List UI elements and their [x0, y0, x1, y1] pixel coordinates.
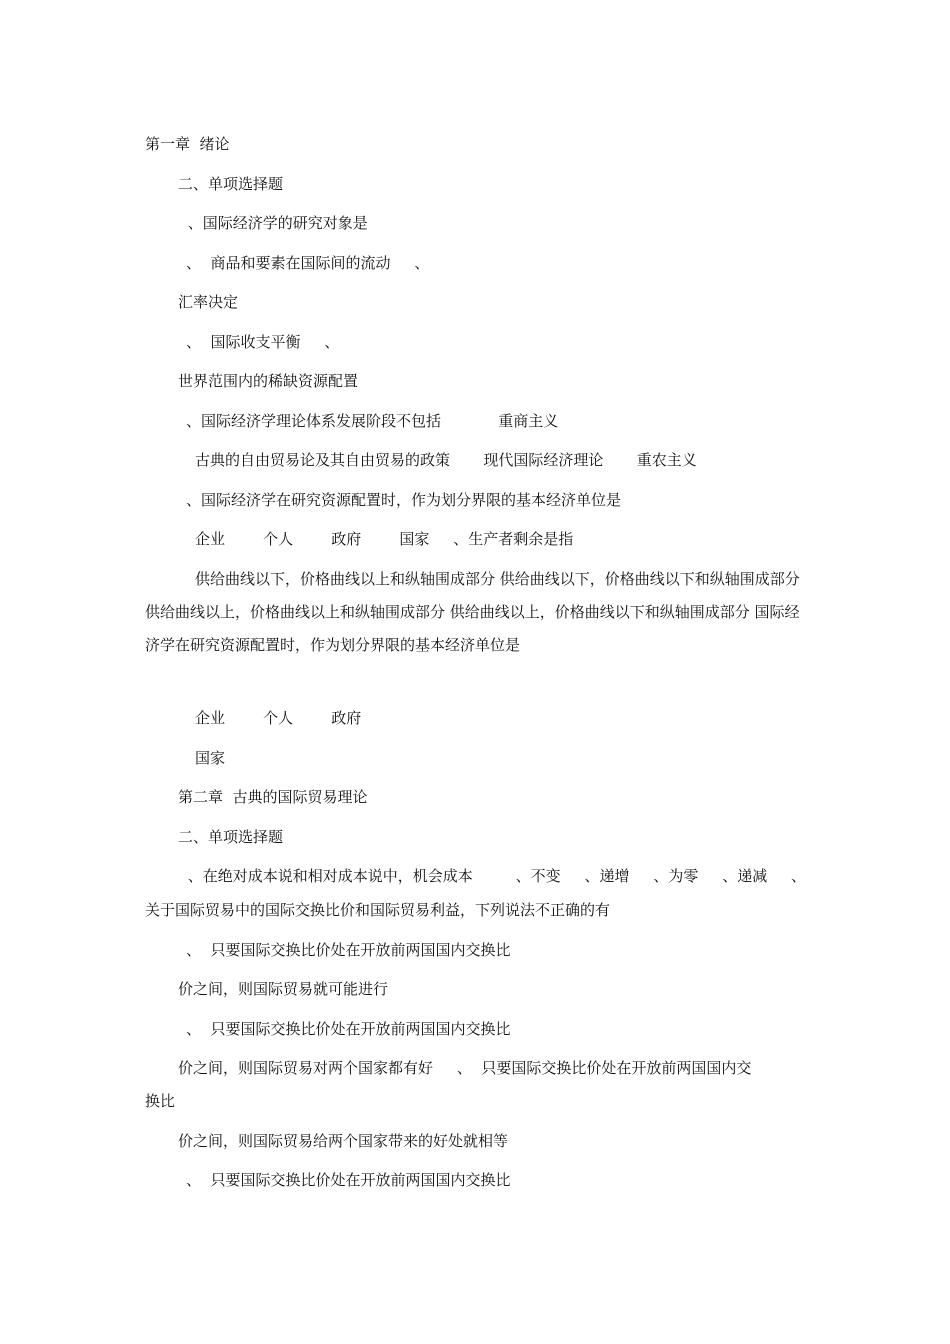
question-4-block: 供给曲线以下，价格曲线以上和纵轴围成部分 供给曲线以下，价格曲线以下和纵轴围成部分 供给曲线以上，价格曲线以上和纵轴围成部分 供给曲线以上，价格曲线以下和纵轴围成部分 国际经济学在研究资源配置时，作为划分界限的基本经济单位是 [145, 570, 800, 654]
question-2: 、国际经济学理论体系发展阶段不包括 重商主义 [186, 412, 559, 430]
question-2-options: 古典的自由贸易论及其自由贸易的政策 现代国际经济理论 重农主义 [195, 451, 697, 469]
question-7-option-b-line1: 、 只要国际交换比价处在开放前两国国内交换比 [186, 1020, 511, 1038]
chapter-1-section-heading: 二、单项选择题 [178, 175, 284, 193]
question-7-option-b-line3: 换比 [145, 1092, 176, 1110]
chapter-2-title: 第二章 古典的国际贸易理论 [178, 788, 368, 806]
question-1: 、国际经济学的研究对象是 [183, 214, 368, 232]
question-7: 关于国际贸易中的国际交换比价和国际贸易利益，下列说法不正确的有 [145, 901, 611, 919]
question-1-option-c: 、 国际收支平衡 、 [186, 333, 340, 351]
question-3: 、国际经济学在研究资源配置时，作为划分界限的基本经济单位是 [186, 491, 622, 509]
question-3-options: 企业 个人 政府 国家 、生产者剩余是指 [195, 530, 574, 548]
question-1-option-b: 汇率决定 [178, 293, 239, 311]
question-7-option-a-line1: 、 只要国际交换比价处在开放前两国国内交换比 [186, 941, 511, 959]
chapter-1-title: 第一章 绪论 [145, 135, 230, 153]
question-7-option-d-line1: 、 只要国际交换比价处在开放前两国国内交换比 [186, 1171, 511, 1189]
question-1-option-a: 、 商品和要素在国际间的流动 、 [186, 254, 430, 272]
question-5-option-d: 国家 [195, 749, 226, 767]
question-7-option-c-line2: 价之间，则国际贸易给两个国家带来的好处就相等 [178, 1132, 509, 1150]
question-1-option-d: 世界范围内的稀缺资源配置 [178, 372, 359, 390]
question-5-options: 企业 个人 政府 [195, 709, 362, 727]
question-6: 、在绝对成本说和相对成本说中，机会成本 、不变 、递增 、为零 、递减 、 [183, 867, 807, 885]
question-7-option-a-line2: 价之间，则国际贸易就可能进行 [178, 980, 389, 998]
chapter-2-section-heading: 二、单项选择题 [178, 828, 284, 846]
question-7-option-b-line2: 价之间，则国际贸易对两个国家都有好 、 只要国际交换比价处在开放前两国国内交 [178, 1059, 752, 1077]
